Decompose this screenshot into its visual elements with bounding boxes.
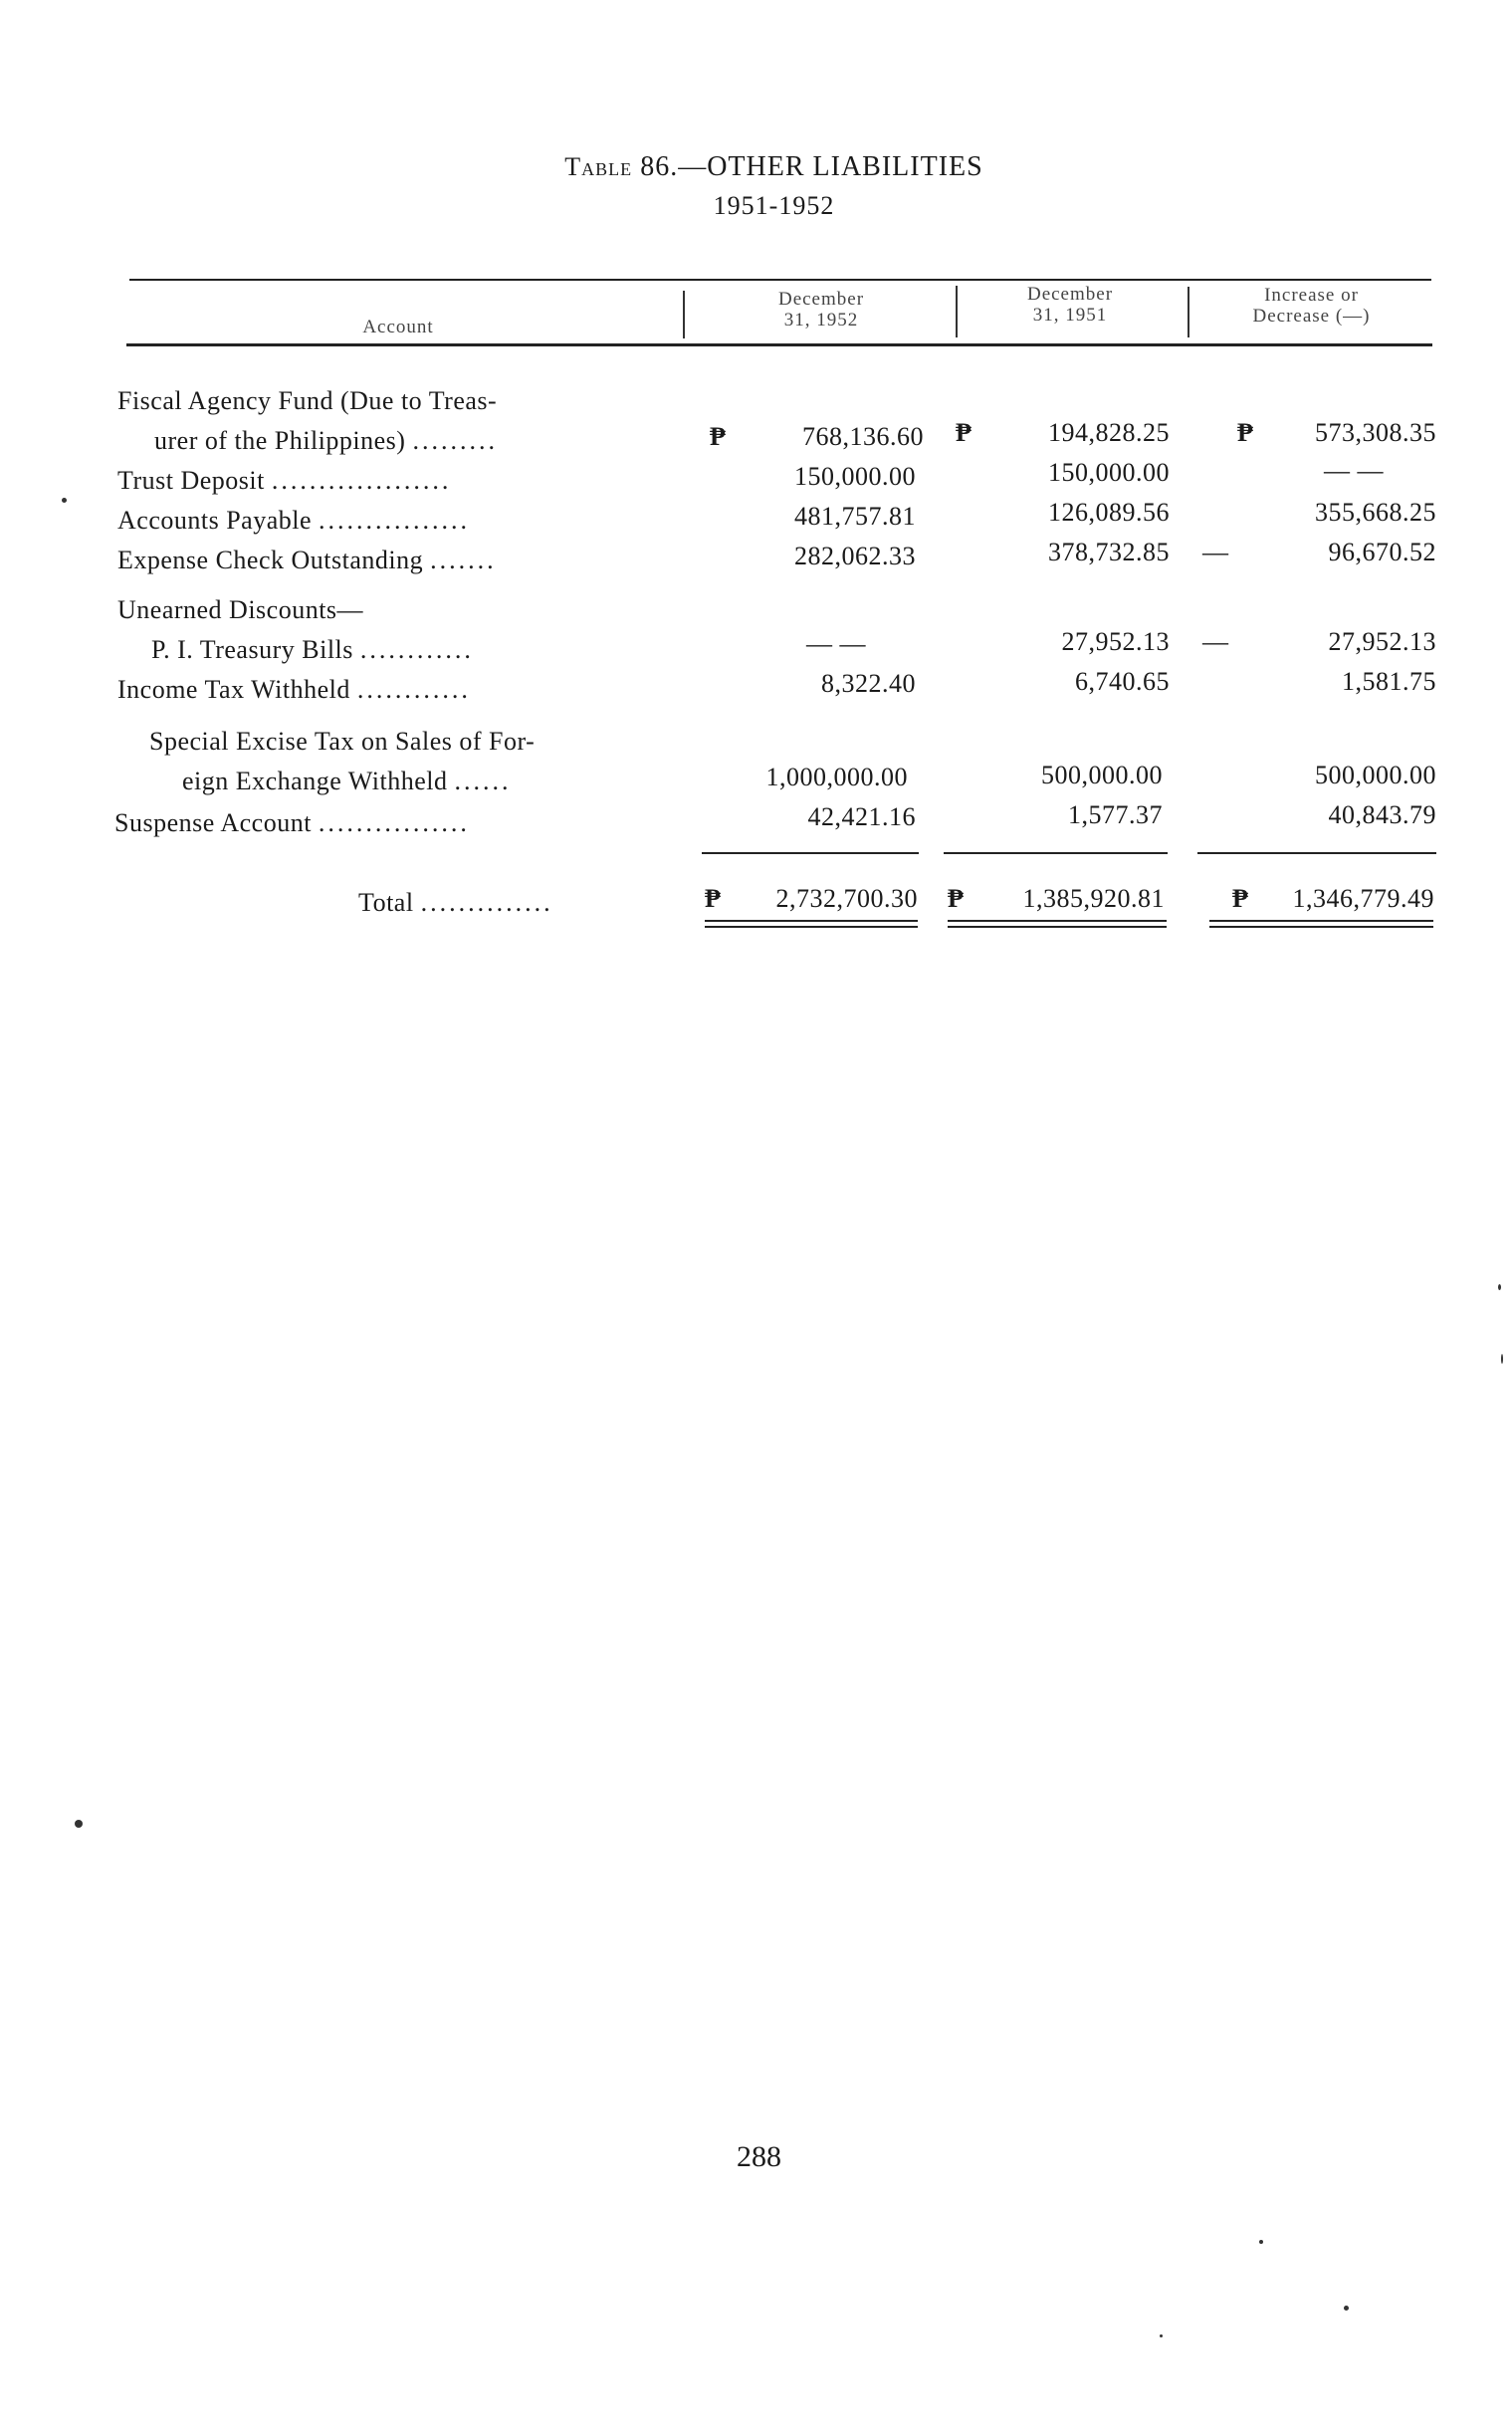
column-header-change-line2: Decrease (—)	[1252, 306, 1371, 327]
cell-dec-1951: 500,000.00	[1041, 761, 1163, 789]
table-title-main: 86.—OTHER LIABILITIES	[640, 151, 983, 182]
column-header-account-text: Account	[362, 317, 434, 337]
page-number: 288	[737, 2140, 781, 2173]
column-header-dec-1951-line2: 31, 1951	[1032, 305, 1108, 326]
total-double-rule	[948, 926, 1167, 928]
scan-speck	[1160, 2334, 1163, 2337]
scan-speck	[1501, 1354, 1503, 1364]
table-title-prefix: Table	[564, 152, 633, 181]
peso-sign: ₱	[705, 884, 721, 913]
cell-dec-1951: 378,732.85	[1048, 538, 1170, 566]
cell-dec-1951: 1,577.37	[1068, 800, 1163, 829]
cell-change: 40,843.79	[1328, 800, 1436, 829]
cell-dec-1952: 42,421.16	[807, 802, 916, 831]
cell-change: 27,952.13	[1328, 627, 1436, 656]
scan-speck	[1344, 2306, 1349, 2311]
total-double-rule	[948, 920, 1167, 922]
header-bottom-rule	[126, 343, 1432, 346]
cell-dec-1952: 8,322.40	[821, 669, 916, 698]
column-header-dec-1952	[717, 289, 926, 331]
table-subtitle: 1951-1952	[713, 191, 835, 220]
row-label-text: Income Tax Withheld	[117, 675, 350, 704]
peso-sign: ₱	[1237, 418, 1253, 447]
row-label	[114, 808, 470, 838]
leader-dots: ............	[356, 675, 471, 704]
total-label	[358, 888, 553, 918]
subtotal-rule	[944, 852, 1168, 854]
scan-speck	[75, 1820, 83, 1828]
table-title	[0, 151, 1512, 183]
total-label-text: Total	[358, 888, 414, 917]
cell-dec-1952: 282,062.33	[794, 542, 916, 570]
negative-sign: —	[1202, 538, 1228, 566]
peso-sign: ₱	[948, 884, 964, 913]
header-top-rule	[129, 279, 1431, 281]
peso-sign: ₱	[1232, 884, 1248, 913]
column-header-dec-1951	[961, 284, 1180, 326]
cell-change: 96,670.52	[1328, 538, 1436, 566]
leader-dots: ................	[318, 808, 470, 837]
total-double-rule	[705, 926, 918, 928]
header-divider	[956, 286, 958, 337]
cell-dec-1952: 768,136.60	[802, 422, 924, 451]
column-header-change	[1194, 285, 1428, 327]
row-label	[117, 675, 471, 705]
row-label	[117, 386, 497, 416]
cell-dec-1951: 6,740.65	[1075, 667, 1170, 696]
row-label-line2: urer of the Philippines)	[154, 426, 406, 455]
peso-sign: ₱	[710, 422, 726, 451]
column-header-dec-1952-line1: December	[777, 289, 865, 310]
cell-change: 355,668.25	[1315, 498, 1436, 527]
total-dec-1952: 2,732,700.30	[775, 884, 918, 913]
row-label	[151, 635, 474, 665]
cell-change: — —	[1324, 456, 1384, 485]
negative-sign: —	[1202, 627, 1228, 656]
row-label-text: Suspense Account	[114, 808, 312, 837]
total-dec-1951: 1,385,920.81	[1022, 884, 1165, 913]
leader-dots: ...................	[271, 466, 452, 495]
row-label-line1: Special Excise Tax on Sales of For-	[149, 727, 536, 756]
scan-speck	[62, 498, 67, 503]
total-double-rule	[1209, 926, 1433, 928]
cell-change: 500,000.00	[1315, 761, 1436, 789]
row-label	[117, 466, 451, 496]
leader-dots: .......	[430, 546, 497, 574]
header-divider	[683, 291, 685, 338]
cell-change: 1,581.75	[1342, 667, 1436, 696]
row-label-text: Expense Check Outstanding	[117, 546, 424, 574]
row-label-text: Unearned Discounts—	[117, 595, 364, 624]
cell-dec-1951: 126,089.56	[1048, 498, 1170, 527]
row-label-line2: eign Exchange Withheld	[182, 767, 448, 795]
column-header-account	[299, 317, 498, 337]
row-label	[117, 546, 497, 575]
cell-dec-1952: 481,757.81	[794, 502, 916, 531]
cell-dec-1952: 150,000.00	[794, 462, 916, 491]
peso-sign: ₱	[956, 418, 972, 447]
column-header-dec-1951-line1: December	[1026, 284, 1114, 305]
leader-dots: ............	[359, 635, 474, 664]
subtotal-rule	[702, 852, 919, 854]
leader-dots: ................	[319, 506, 471, 535]
cell-dec-1951: 194,828.25	[1048, 418, 1170, 447]
cell-dec-1952: 1,000,000.00	[765, 763, 908, 791]
total-double-rule	[705, 920, 918, 922]
leader-dots: ..............	[420, 888, 553, 917]
scan-speck	[1498, 1284, 1501, 1290]
leader-dots: .........	[412, 426, 498, 455]
row-label	[182, 767, 512, 796]
total-double-rule	[1209, 920, 1433, 922]
row-label-text: Accounts Payable	[117, 506, 313, 535]
row-label	[117, 595, 363, 625]
column-header-dec-1952-line2: 31, 1952	[783, 310, 859, 331]
row-label	[117, 506, 470, 536]
row-label-text: P. I. Treasury Bills	[151, 635, 353, 664]
cell-dec-1951: 27,952.13	[1061, 627, 1170, 656]
header-divider	[1188, 287, 1189, 337]
subtotal-rule	[1197, 852, 1436, 854]
row-label	[154, 426, 498, 456]
row-label-text: Trust Deposit	[117, 466, 265, 495]
column-header-change-line1: Increase or	[1264, 285, 1359, 306]
row-label-line1: Fiscal Agency Fund (Due to Treas-	[117, 386, 498, 415]
cell-change: 573,308.35	[1315, 418, 1436, 447]
leader-dots: ......	[454, 767, 512, 795]
row-label	[149, 727, 535, 757]
total-change: 1,346,779.49	[1292, 884, 1434, 913]
cell-dec-1952: — —	[806, 629, 866, 658]
scan-speck	[1259, 2240, 1263, 2244]
cell-dec-1951: 150,000.00	[1048, 458, 1170, 487]
